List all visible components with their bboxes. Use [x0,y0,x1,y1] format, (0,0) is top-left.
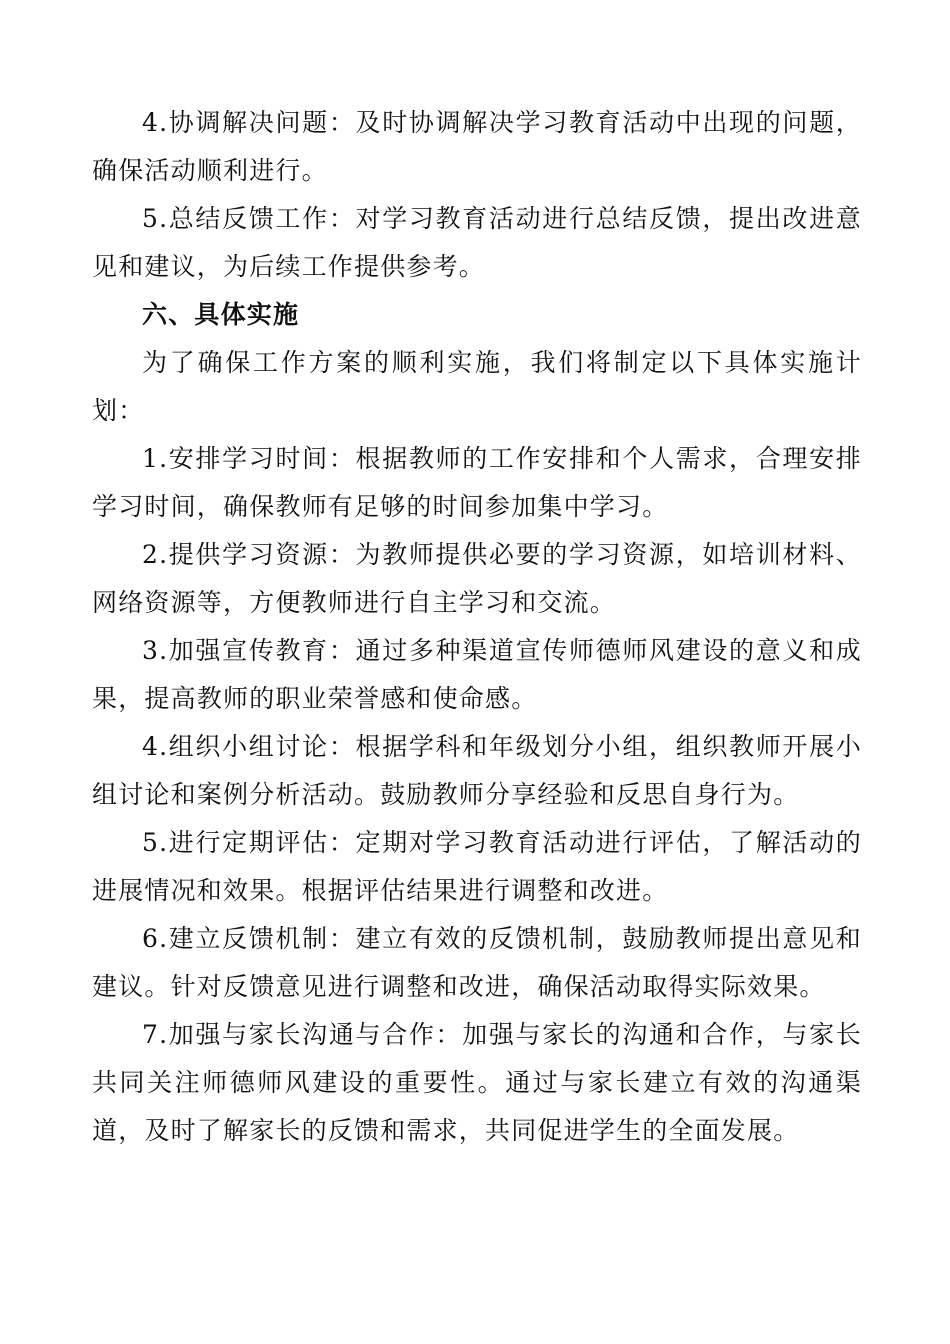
item-schedule-study-time: 1.安排学习时间：根据教师的工作安排和个人需求，合理安排学习时间，确保教师有足够的时间参加集中学习。 [92,444,862,521]
section-heading: 六、具体实施 [142,300,300,329]
paragraph-coordinate-problems: 4.协调解决问题：及时协调解决学习教育活动中出现的问题，确保活动顺利进行。 [92,108,862,185]
item-parent-communication: 7.加强与家长沟通与合作：加强与家长的沟通和合作，与家长共同关注师德师风建设的重要性。通过与家长建立有效的沟通渠道，及时了解家长的反馈和需求，共同促进学生的全面发展。 [92,1020,862,1145]
item-feedback-mechanism: 6.建立反馈机制：建立有效的反馈机制，鼓励教师提出意见和建议。针对反馈意见进行调整和改进，确保活动取得实际效果。 [92,924,862,1001]
item-group-discussion: 4.组织小组讨论：根据学科和年级划分小组，组织教师开展小组讨论和案例分析活动。鼓励教师分享经验和反思自身行为。 [92,732,862,809]
item-periodic-evaluation: 5.进行定期评估：定期对学习教育活动进行评估，了解活动的进展情况和效果。根据评估结果进行调整和改进。 [92,828,862,905]
section-intro: 为了确保工作方案的顺利实施，我们将制定以下具体实施计划： [92,348,862,425]
item-provide-resources: 2.提供学习资源：为教师提供必要的学习资源，如培训材料、网络资源等，方便教师进行自主学习和交流。 [92,540,862,617]
document-page [92,99,862,1155]
paragraph-summary-feedback: 5.总结反馈工作：对学习教育活动进行总结反馈，提出改进意见和建议，为后续工作提供参考。 [92,204,862,281]
item-promotion-education: 3.加强宣传教育：通过多种渠道宣传师德师风建设的意义和成果，提高教师的职业荣誉感和使命感。 [92,636,862,713]
